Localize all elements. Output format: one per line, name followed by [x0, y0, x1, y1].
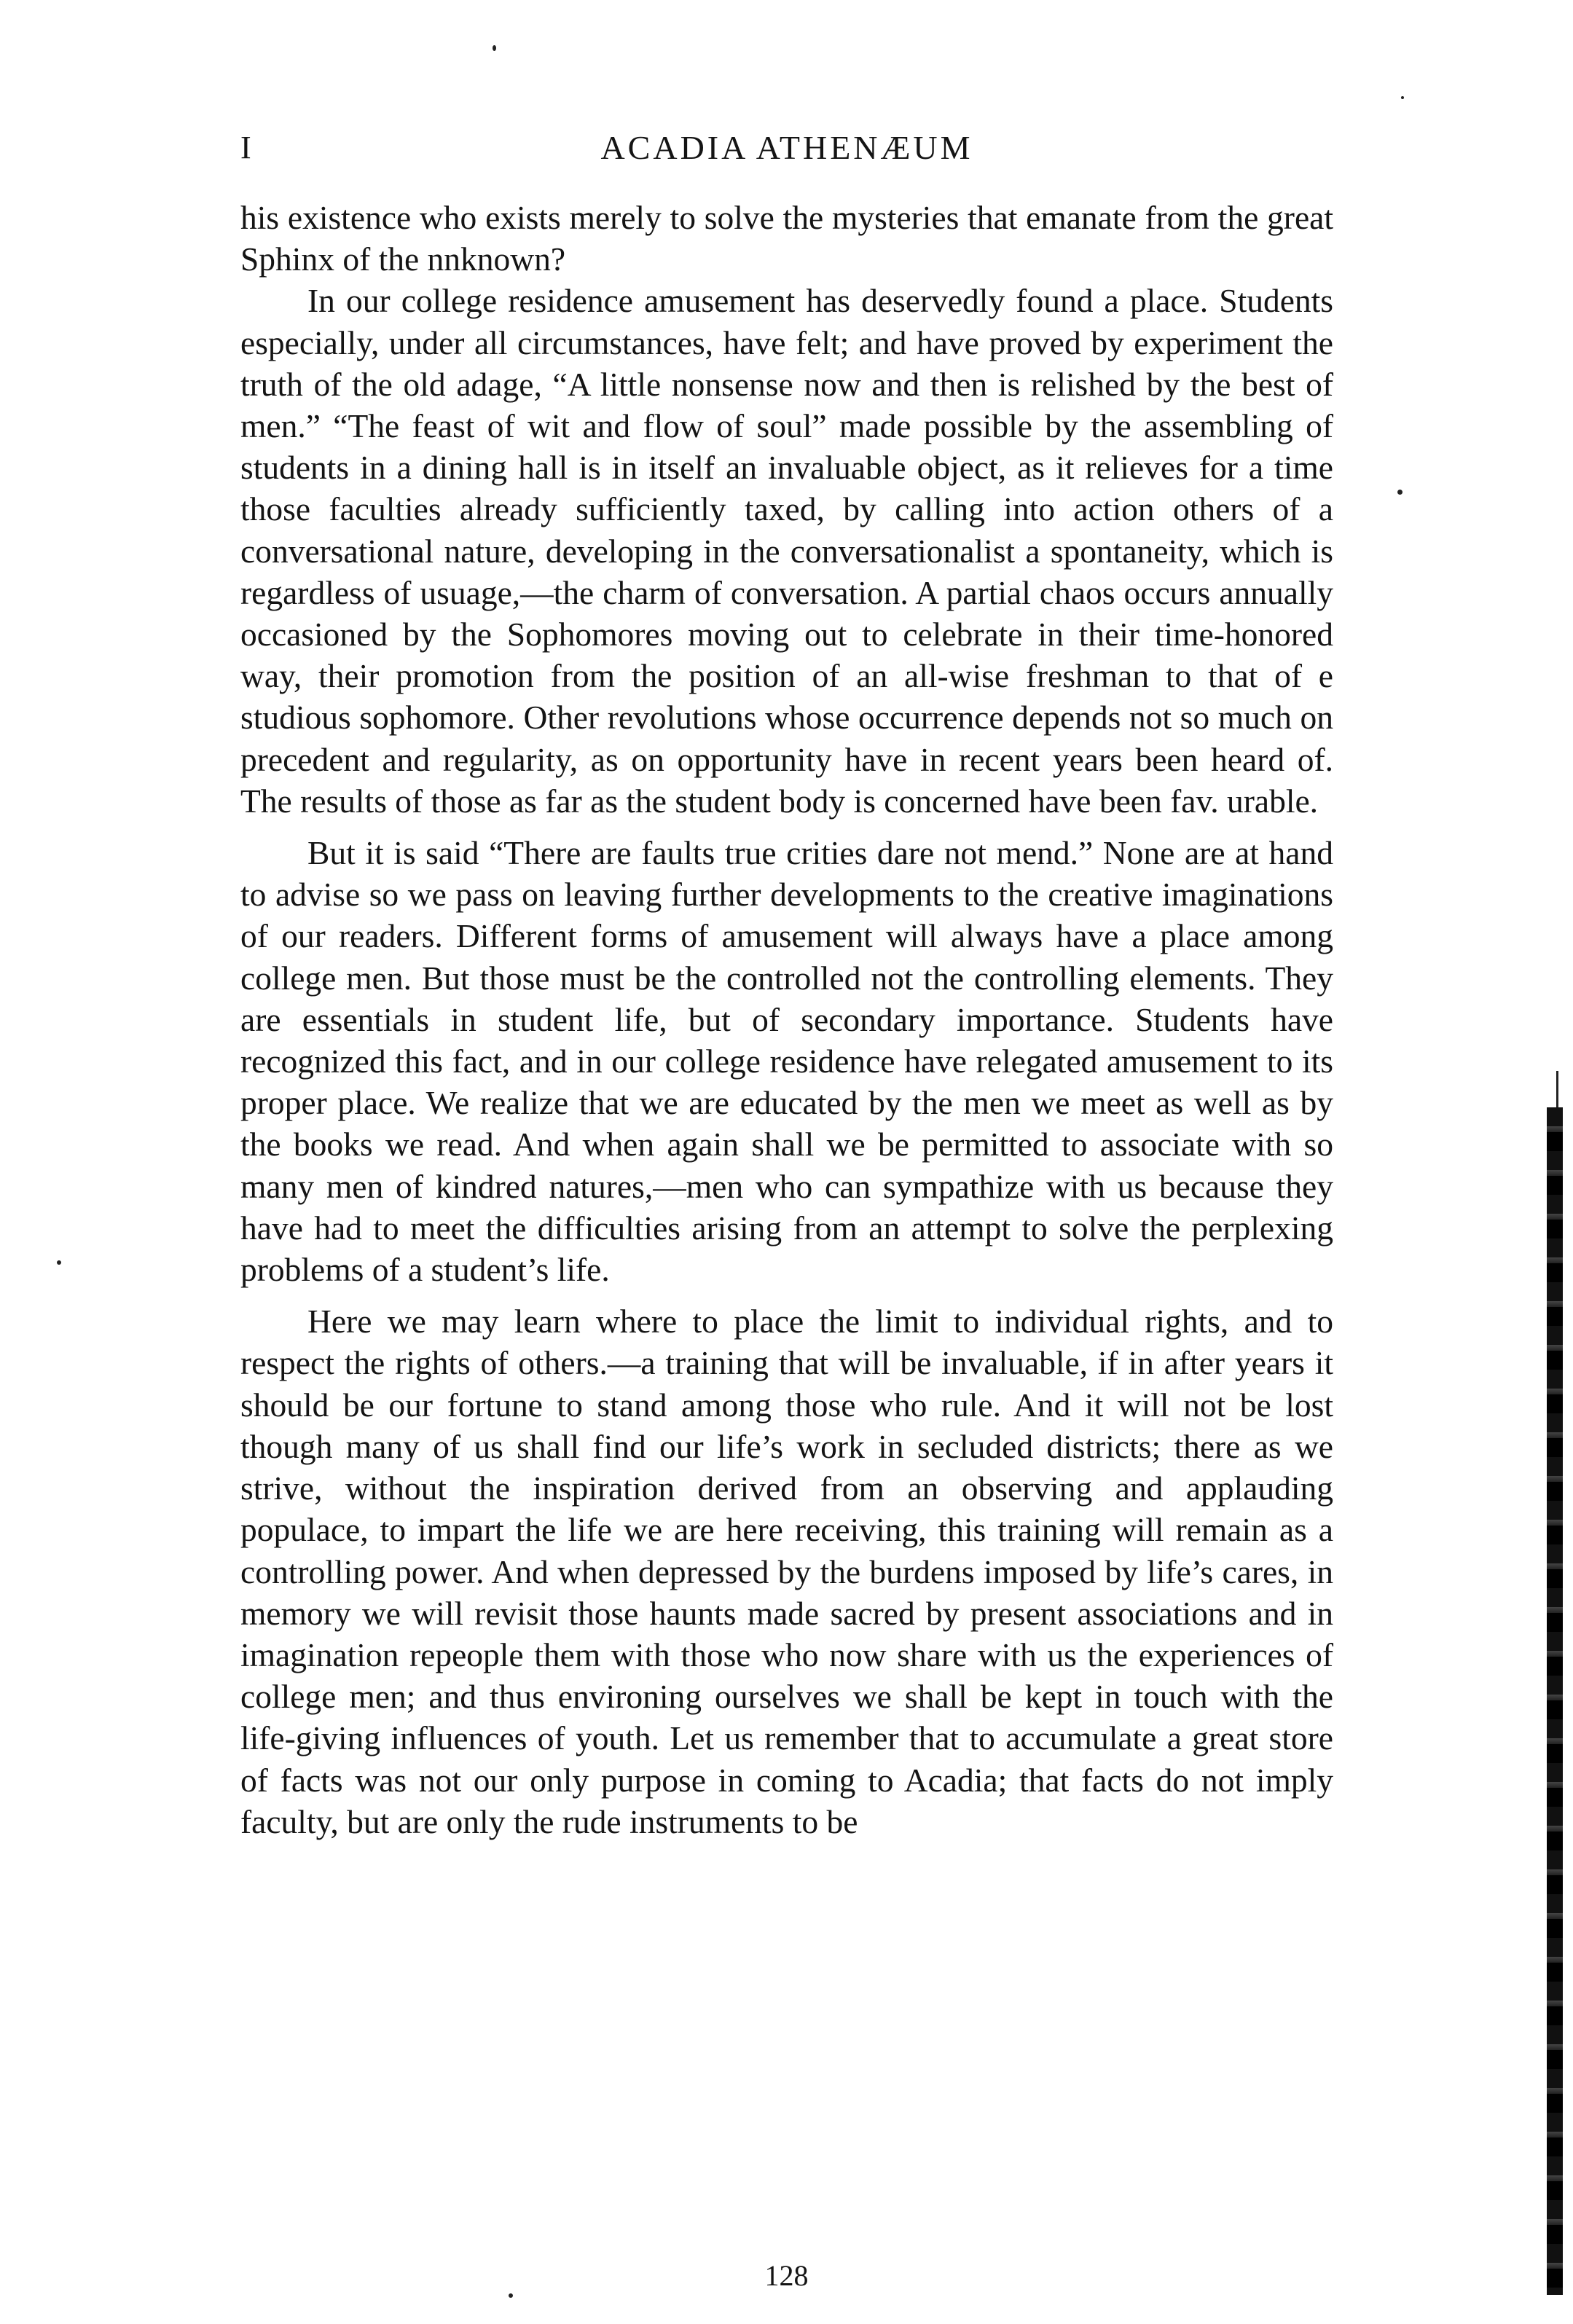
scan-speck: [1397, 490, 1403, 495]
page-number: 128: [764, 2259, 809, 2292]
binding-edge-shadow: [1547, 1107, 1563, 2295]
running-header: [240, 122, 1333, 173]
scan-speck: [57, 1260, 61, 1265]
paragraph-amusement: In our college residence amusement has deservedly found a place. Students especially, under all circumstances, have felt; and have proved by experiment the truth of the old adage, “A little nonsense now and then is relished by the best of men.” “The feast of wit and flow of soul” made possible by the assembling of students in a dining hall is in itself an invaluable object, as it relieves for a time those faculties already sufficiently taxed, by calling into action others of a conversational nature, developing in the conversationalist a spontaneity, which is regardless of usuage,—the charm of conversation. A partial chaos occurs annually occasioned by the Sophomores moving out to celebrate in their time-honored way, their promotion from the position of an all-wise freshman to that of e studious sophomore. Other revolutions whose occurrence depends not so much on precedent and regularity, as on opportunity have in recent years been heard of. The results of those as far as the student body is concerned have been fav. urable.: [240, 282, 1333, 820]
paragraph-continuation: his existence who exists merely to solve the mysteries that emanate from the great Sphinx of the nnknown?: [240, 199, 1333, 278]
journal-title: ACADIA ATHENÆUM: [600, 129, 973, 166]
paragraph-faults: But it is said “There are faults true crities dare not mend.” None are at hand to advise so we pass on leaving further developments to the creative imaginations of our readers. Different forms of amusement will always have a place among college men. But those must be the controlled not the controlling elements. They are essentials in student life, but of secondary importance. Students have recognized this fact, and in our college residence have relegated amusement to its proper place. We realize that we are educated by the men we meet as well as by the books we read. And when again shall we be permitted to associate with so many men of kindred natures,—men who can sympathize with us because they have had to meet the difficulties arising from an attempt to solve the perplexing problems of a student’s life.: [240, 834, 1333, 1289]
article-body: [240, 197, 1333, 1842]
paragraph-rights: Here we may learn where to place the limit to individual rights, and to respect the rights of others.—a training that will be invaluable, if in after years it should be our fortune to stand among those who rule. And it will not be lost though many of us shall find our life’s work in secluded districts; there as we strive, without the inspiration derived from an observing and applauding populace, to impart the life we are here receiving, this training will remain as a controlling power. And when depressed by the burdens imposed by life’s cares, in memory we will revisit those haunts made sacred by present associations and in imagination repeople them with those who now share with us the experiences of college men; and thus environing ourselves we shall be kept in touch with the life-giving influences of youth. Let us remember that to accumulate a great store of facts was not our only purpose in coming to Acadia; that facts do not imply faculty, but are only the rude instruments to be: [240, 1303, 1333, 1840]
scan-speck: [1401, 96, 1404, 99]
header-mark: I: [240, 130, 251, 165]
scan-speck: [493, 45, 496, 51]
scan-speck: [509, 2293, 513, 2298]
